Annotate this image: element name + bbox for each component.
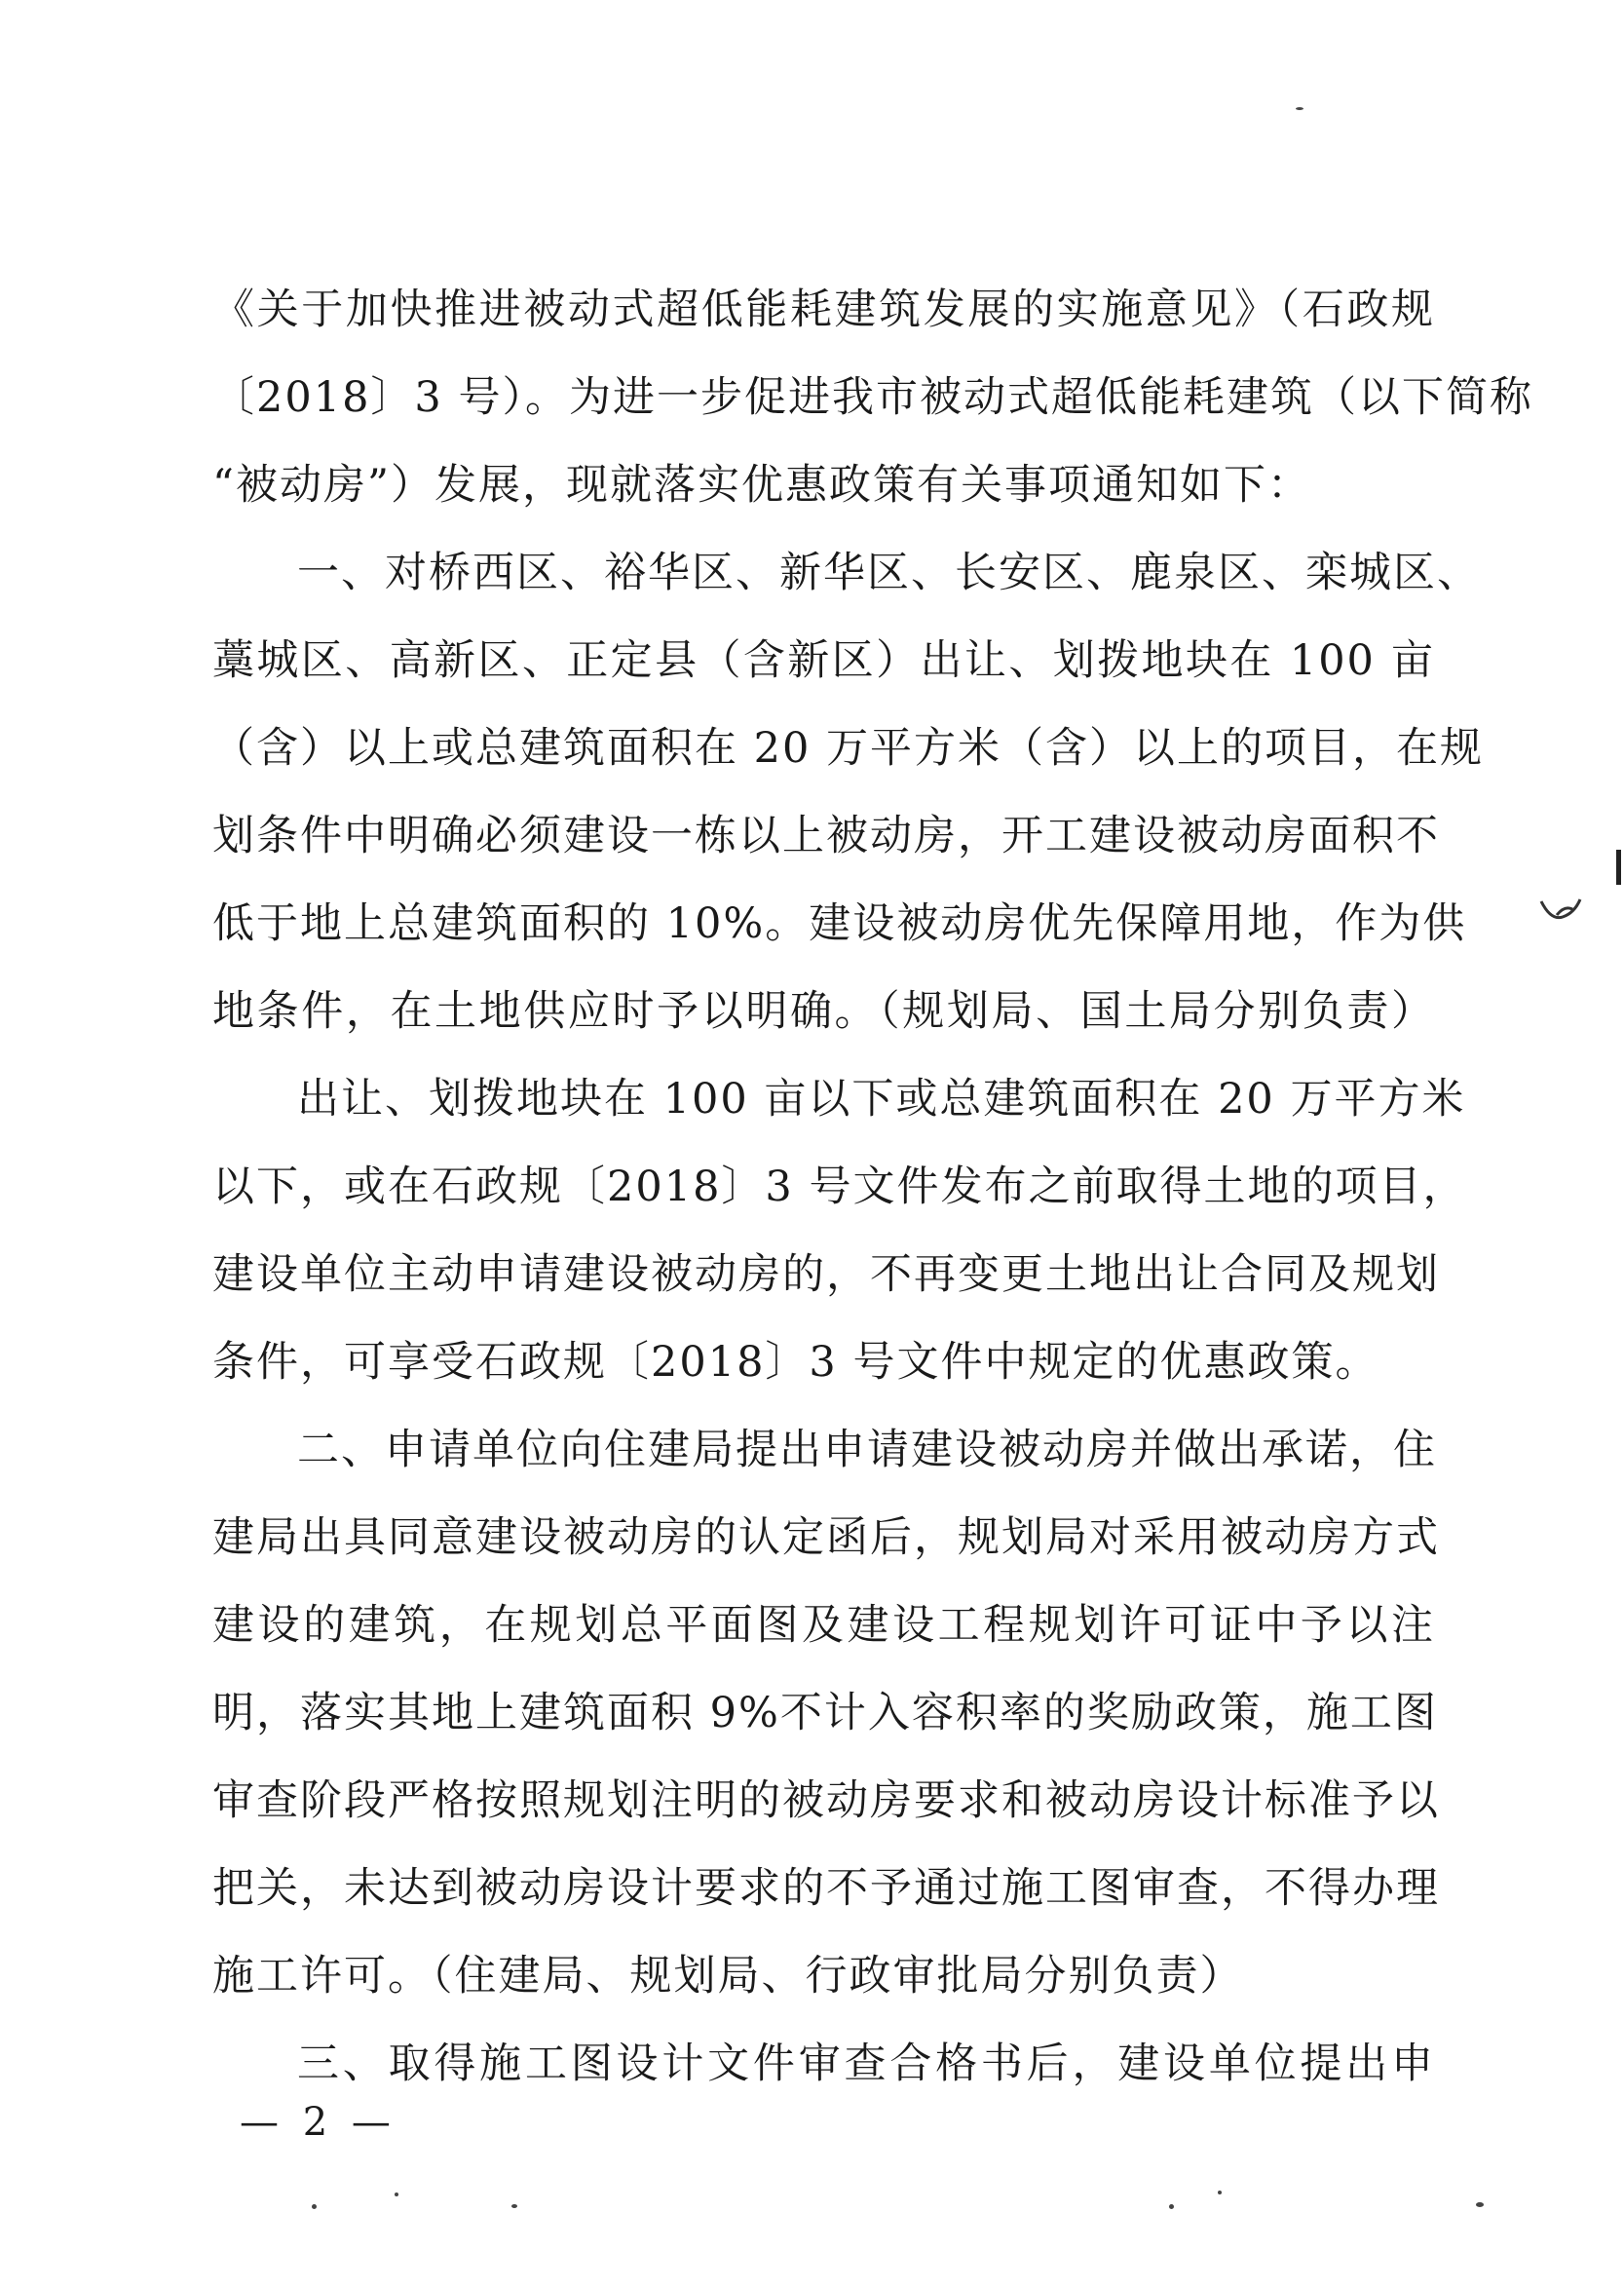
text-line-6: （含）以上或总建筑面积在 20 万平方米（含）以上的项目，在规 (212, 724, 1485, 773)
text-line-13: 条件，可享受石政规〔2018〕3 号文件中规定的优惠政策。 (212, 1338, 1379, 1387)
text-line-17: 明，落实其地上建筑面积 9%不计入容积率的奖励政策，施工图 (212, 1689, 1438, 1737)
scan-speck (312, 2204, 317, 2209)
scan-speck (1476, 2202, 1484, 2207)
scan-edge-mark (1616, 850, 1621, 885)
text-line-18: 审查阶段严格按照规划注明的被动房要求和被动房设计标准予以 (212, 1776, 1440, 1825)
page-number: — 2 — (240, 2100, 397, 2145)
text-line-8: 低于地上总建筑面积的 10%。建设被动房优先保障用地，作为供 (212, 899, 1467, 948)
text-line-4: 一、对桥西区、裕华区、新华区、长安区、鹿泉区、栾城区、 (297, 549, 1481, 597)
scan-speck (395, 2193, 398, 2196)
text-line-7: 划条件中明确必须建设一栋以上被动房，开工建设被动房面积不 (212, 812, 1440, 860)
scan-scribble-mark (1537, 892, 1586, 931)
scan-speck (1218, 2191, 1222, 2194)
text-line-21: 三、取得施工图设计文件审查合格书后，建设单位提出申 (297, 2040, 1435, 2088)
text-line-1: 《关于加快推进被动式超低能耗建筑发展的实施意见》（石政规 (212, 286, 1435, 334)
text-line-12: 建设单位主动申请建设被动房的，不再变更土地出让合同及规划 (212, 1250, 1440, 1299)
text-line-9: 地条件，在土地供应时予以明确。（规划局、国土局分别负责） (212, 987, 1435, 1036)
scan-speck (1169, 2204, 1174, 2209)
text-line-20: 施工许可。（住建局、规划局、行政审批局分别负责） (212, 1952, 1244, 2001)
text-line-11: 以下，或在石政规〔2018〕3 号文件发布之前取得土地的项目， (212, 1163, 1467, 1211)
scan-speck (511, 2204, 517, 2208)
text-line-10: 出让、划拨地块在 100 亩以下或总建筑面积在 20 万平方米 (297, 1075, 1466, 1124)
text-line-15: 建局出具同意建设被动房的认定函后，规划局对采用被动房方式 (212, 1513, 1440, 1562)
text-line-3: “被动房”）发展，现就落实优惠政策有关事项通知如下： (212, 461, 1311, 510)
scan-speck (1296, 107, 1303, 110)
text-line-2: 〔2018〕3 号）。为进一步促进我市被动式超低能耗建筑（以下简称 (212, 373, 1533, 422)
text-line-19: 把关，未达到被动房设计要求的不予通过施工图审查，不得办理 (212, 1864, 1440, 1913)
text-line-14: 二、申请单位向住建局提出申请建设被动房并做出承诺，住 (297, 1426, 1437, 1474)
text-line-5: 藁城区、高新区、正定县（含新区）出让、划拨地块在 100 亩 (212, 636, 1435, 685)
text-line-16: 建设的建筑，在规划总平面图及建设工程规划许可证中予以注 (212, 1601, 1435, 1650)
